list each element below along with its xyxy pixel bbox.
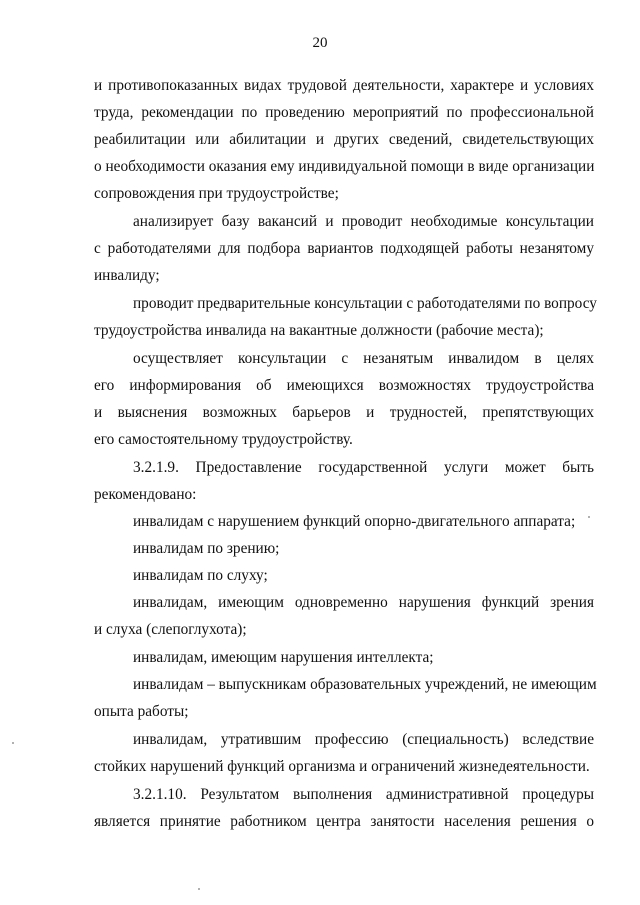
text-line: и выяснения возможных барьеров и трудностей, препятствующих [94, 404, 594, 421]
text-line: 3.2.1.10. Результатом выполнения административной процедуры [133, 786, 594, 803]
text-line: инвалидам с нарушением функций опорно-двигательного аппарата; [133, 513, 576, 530]
text-line: трудоустройства инвалида на вакантные должности (рабочие места); [94, 322, 544, 339]
text-line: опыта работы; [94, 703, 189, 720]
text-line: анализирует базу вакансий и проводит необходимые консультации [133, 213, 594, 230]
text-line: с работодателями для подбора вариантов подходящей работы незанятому [94, 240, 594, 257]
text-line: о необходимости оказания ему индивидуальной помощи в виде организации [94, 158, 595, 175]
text-line: инвалидам, имеющим одновременно нарушения функций зрения [133, 594, 594, 611]
text-line: инвалидам, утратившим профессию (специальность) вследствие [133, 731, 594, 748]
text-line: осуществляет консультации с незанятым инвалидом в целях [133, 350, 594, 367]
text-line: рекомендовано: [94, 486, 197, 503]
text-line: сопровождения при трудоустройстве; [94, 185, 339, 202]
page-number: 20 [312, 35, 328, 51]
text-line: проводит предварительные консультации с работодателями по вопросу [133, 295, 597, 312]
text-line: и противопоказанных видах трудовой деятельности, характере и условиях [94, 77, 594, 94]
text-line: труда, рекомендации по проведению мероприятий по профессиональной [94, 104, 594, 121]
scan-artifact [12, 742, 14, 744]
text-line: инвалидам – выпускникам образовательных учреждений, не имеющим [133, 676, 597, 693]
text-line: стойких нарушений функций организма и ограничений жизнедеятельности. [94, 758, 590, 775]
text-line: является принятие работником центра занятости населения решения о [94, 813, 594, 830]
text-line: инвалидам по слуху; [133, 567, 268, 584]
text-line: его информирования об имеющихся возможностях трудоустройства [94, 377, 594, 394]
text-line: инвалидам по зрению; [133, 540, 280, 557]
text-line: реабилитации или абилитации и других сведений, свидетельствующих [94, 131, 594, 148]
scan-artifact [198, 888, 200, 890]
text-line: 3.2.1.9. Предоставление государственной услуги может быть [133, 459, 594, 476]
text-line: его самостоятельному трудоустройству. [94, 431, 353, 448]
scan-artifact [588, 516, 590, 518]
text-line: инвалиду; [94, 267, 160, 284]
text-line: инвалидам, имеющим нарушения интеллекта; [133, 649, 434, 666]
text-line: и слуха (слепоглухота); [94, 621, 247, 638]
